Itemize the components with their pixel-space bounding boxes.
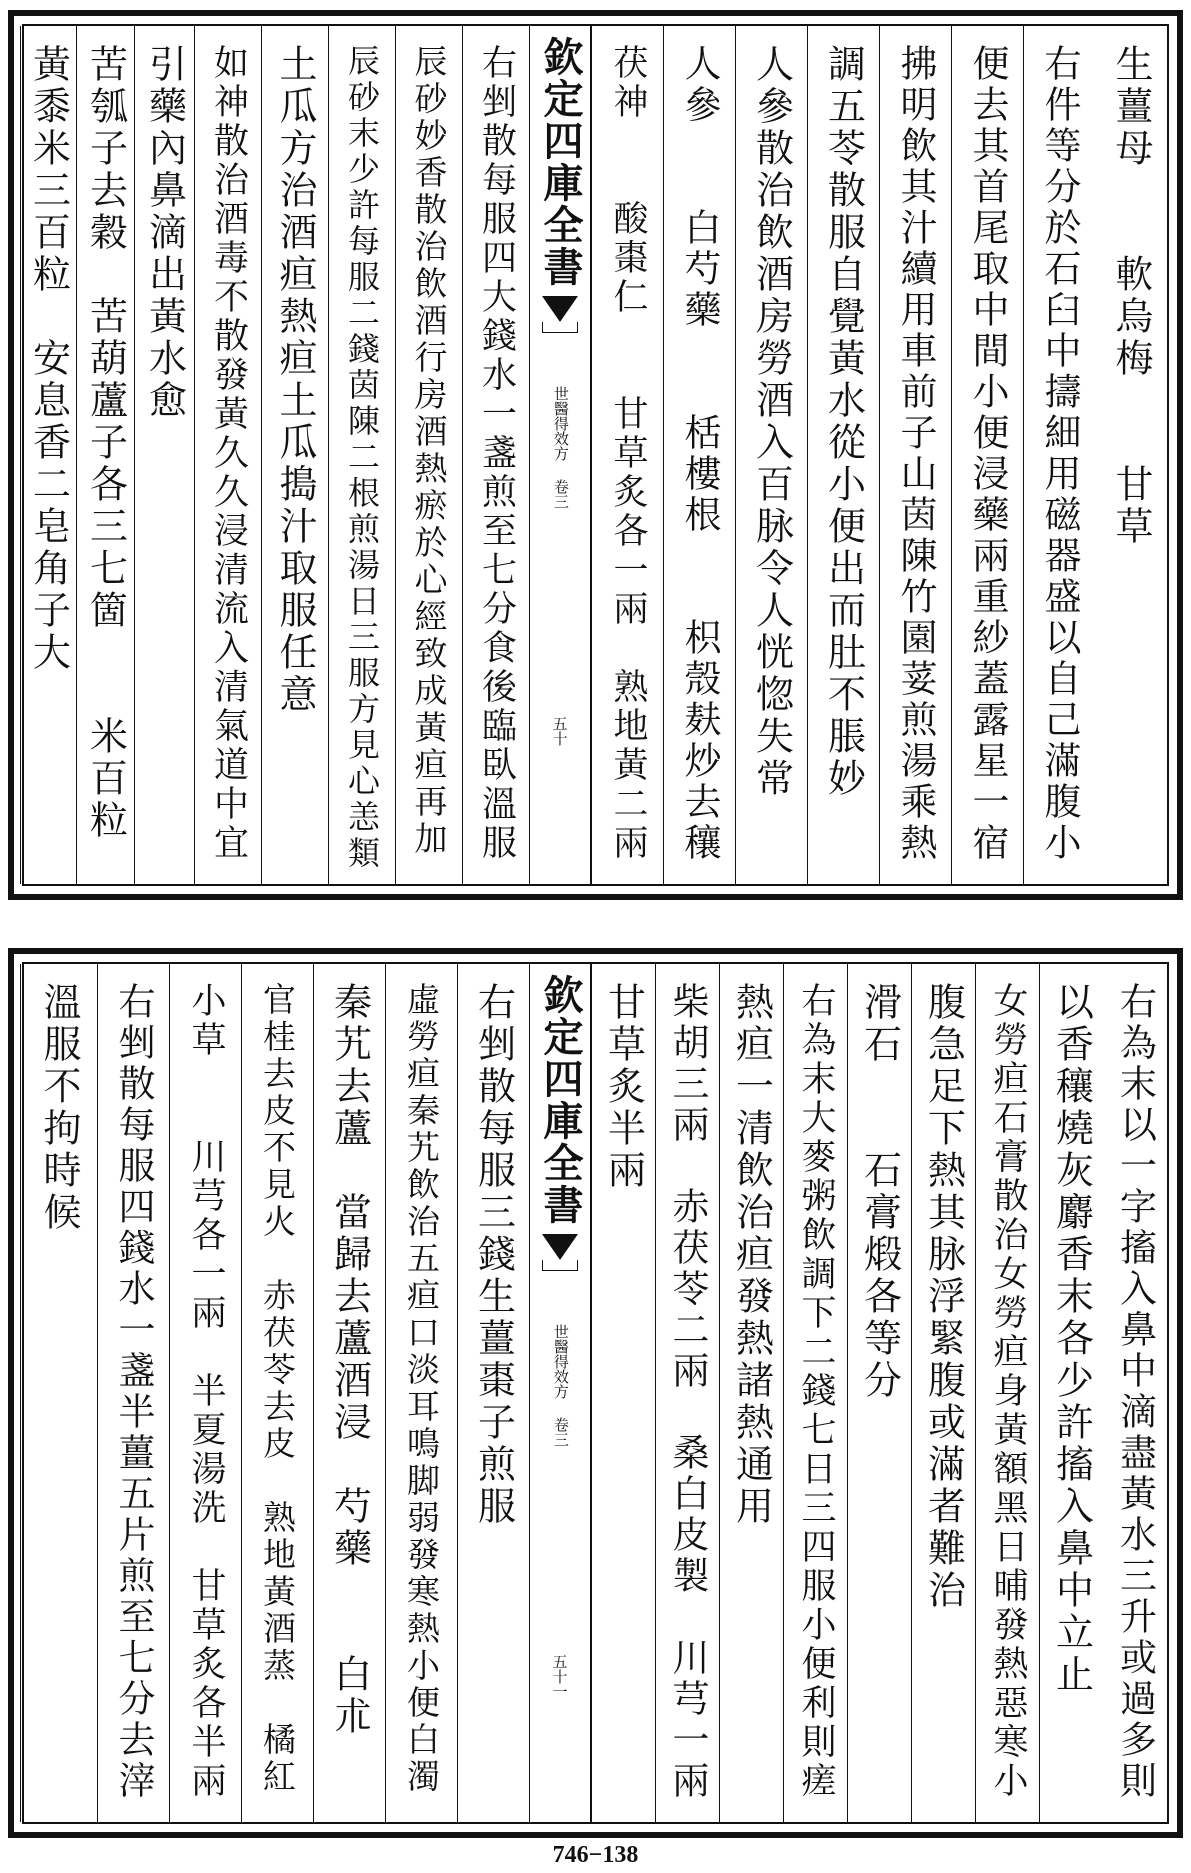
column-text: 人參 白芍藥 栝樓根 枳殼麸炒去穰 <box>678 44 721 864</box>
upper-page-frame <box>22 24 1169 886</box>
fish-tail-ornament-icon <box>542 1234 578 1260</box>
lower-text-columns <box>24 964 1167 1822</box>
text-column <box>807 26 879 884</box>
lower-page <box>8 948 1183 1838</box>
column-text: 右剉散每服四大錢水一盞煎至七分食後臨臥溫服 <box>476 44 517 863</box>
column-text: 小草 川芎各一兩 半夏湯洗 甘草炙各半兩 <box>186 982 226 1801</box>
text-column <box>134 26 194 884</box>
banner-title: 欽定四庫全書 <box>537 974 584 1226</box>
text-column <box>328 26 395 884</box>
text-column <box>76 26 134 884</box>
column-text: 黃黍米三百粒 安息香二皂角子大 <box>26 44 71 674</box>
fish-tail-ornament-icon <box>542 296 578 322</box>
text-column <box>719 964 783 1822</box>
text-column <box>194 26 261 884</box>
text-column <box>975 964 1039 1822</box>
column-text: 引藥內鼻滴出黃水愈 <box>142 44 187 422</box>
text-column <box>261 26 328 884</box>
lower-banner <box>529 964 591 1822</box>
text-column <box>457 964 529 1822</box>
text-column <box>1039 964 1103 1822</box>
column-text: 便去其首尾取中間小便浸藥兩重紗蓋露星一宿 <box>966 44 1009 864</box>
text-column <box>1095 26 1167 884</box>
column-text: 茯神 酸棗仁 甘草炙各一兩 熟地黃二兩 <box>608 44 648 863</box>
text-column <box>313 964 385 1822</box>
column-text: 土瓜方治酒疸熱疸土瓜搗汁取服任意 <box>273 44 317 716</box>
text-column <box>911 964 975 1822</box>
column-text: 如神散治酒毒不散發黃久久浸清流入清氣道中宜 <box>208 44 249 863</box>
text-column <box>169 964 241 1822</box>
column-text: 腹急足下熱其脉浮緊腹或滿者難治 <box>921 982 966 1612</box>
column-text: 右為末以一字搐入鼻中滴盡黃水三升或過多則 <box>1113 982 1157 1802</box>
text-column <box>395 26 462 884</box>
lower-page-frame <box>22 962 1169 1824</box>
column-text: 右剉散每服四錢水一盞半薑五片煎至七分去滓 <box>112 982 155 1802</box>
text-column <box>879 26 951 884</box>
column-text: 辰砂妙香散治飲酒行房酒熱瘀於心經致成黃疸再加 <box>409 44 449 858</box>
column-text: 以香穰燒灰麝香末各少許搐入鼻中立止 <box>1049 982 1094 1696</box>
column-text: 苦瓠子去穀 苦葫蘆子各三七箇 米百粒 <box>83 44 128 842</box>
banner-title: 欽定四庫全書 <box>537 36 584 288</box>
text-column <box>735 26 807 884</box>
column-text: 甘草炙半兩 <box>601 982 646 1192</box>
text-column <box>462 26 529 884</box>
column-text: 調五苓散服自覺黃水從小便出而肚不脹妙 <box>821 44 866 800</box>
text-column <box>97 964 169 1822</box>
column-text: 右剉散每服三錢生薑棗子煎服 <box>471 982 516 1528</box>
upper-page <box>8 10 1183 900</box>
fish-tail-ornament-base-icon <box>542 322 578 333</box>
text-column <box>951 26 1023 884</box>
text-column <box>591 964 655 1822</box>
text-column <box>655 964 719 1822</box>
upper-text-columns <box>24 26 1167 884</box>
column-text: 官桂去皮不見火 赤茯苓去皮 熟地黃酒蒸 橘紅 <box>258 982 297 1796</box>
column-text: 右件等分於石臼中擣細用磁器盛以自己滿腹小 <box>1038 44 1081 864</box>
page-number: 746−138 <box>552 1842 639 1868</box>
column-text: 滑石 石膏煅各等分 <box>857 982 902 1402</box>
text-column <box>241 964 313 1822</box>
column-text: 虛勞疸秦艽飲治五疸口淡耳鳴脚弱發寒熱小便白濁 <box>402 982 441 1796</box>
upper-banner <box>529 26 591 884</box>
column-text: 熱疸一清飲治疸發熱諸熱通用 <box>729 982 774 1528</box>
text-column <box>385 964 457 1822</box>
text-column <box>20 964 97 1822</box>
text-column <box>783 964 847 1822</box>
banner-subtitle: 世醫得效方 卷三 <box>551 1324 570 1447</box>
fish-tail-ornament-base-icon <box>542 1260 578 1271</box>
column-text: 辰砂末少許每服二錢茵陳二根煎湯日三服方見心恙類 <box>343 44 381 872</box>
text-column <box>591 26 663 884</box>
column-text: 右為末大麥粥飲調下二錢七日三四服小便利則瘥 <box>796 982 836 1801</box>
column-text: 拂明飲其汁續用車前子山茵陳竹園荽煎湯乘熱 <box>894 44 937 864</box>
text-column <box>1023 26 1095 884</box>
column-text: 女勞疸石膏散治女勞疸身黃額黑日晡發熱惡寒小 <box>988 982 1028 1801</box>
column-text: 柴胡三兩 赤茯苓二兩 桑白皮製 川芎一兩 <box>666 982 709 1802</box>
banner-subtitle: 世醫得效方 卷三 <box>551 386 570 509</box>
text-column <box>20 26 76 884</box>
text-column <box>663 26 735 884</box>
column-text: 溫服不拘時候 <box>37 982 81 1234</box>
text-column <box>1103 964 1167 1822</box>
banner-folio: 五十一 <box>550 1654 569 1699</box>
column-text: 生薑母 軟烏梅 甘草 <box>1109 44 1153 548</box>
column-text: 人參散治飲酒房勞酒入百脉令人恍惚失常 <box>749 44 794 800</box>
text-column <box>847 964 911 1822</box>
column-text: 秦艽去蘆 當歸去蘆酒浸 芍藥 白朮 <box>327 982 372 1738</box>
banner-folio: 五十 <box>550 716 569 746</box>
